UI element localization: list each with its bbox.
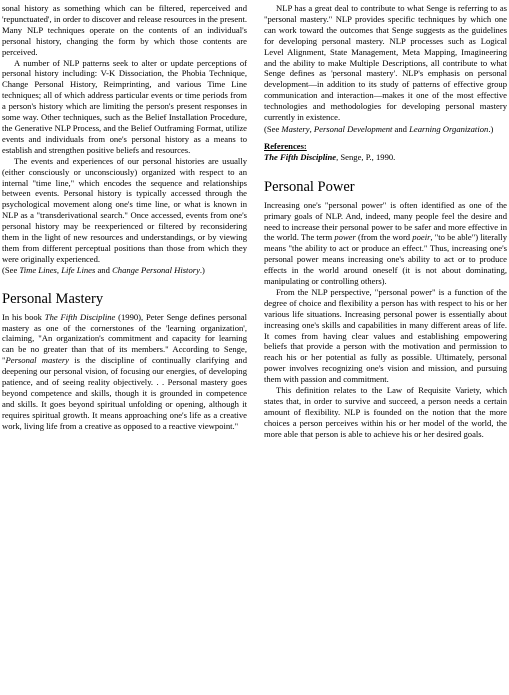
- personal-history-paragraph-1: sonal history as something which can be filtered, reperceived and 'repunctuated', in order to discover and release resources in the present. Many NLP techniques operate on the contents of an individual's personal history, changing the form by which those contents are perceived.: [2, 3, 247, 57]
- text-run: (from the word: [355, 232, 413, 243]
- text-run: is the discipline of continually clarifying and deepening our personal vision, of focusing our energies, of developing patience, and of seeing reality objectively. . . Personal mastery goes beyond competence and skills, though it is grounded in competence and skills. It goes beyond spiritual unfolding or opening, although it requires spiritual growth. It means approaching one's life as a creative work, living life from a creative as opposed to a reactive viewpoint.": [2, 355, 247, 431]
- see-close: .): [199, 264, 205, 275]
- see-ref-change-personal-history: Change Personal History: [112, 264, 200, 275]
- reference-entry: [264, 152, 507, 163]
- see-ref-time-lines: Time Lines: [19, 264, 57, 275]
- see-ref-personal-development: Personal Development: [313, 123, 393, 134]
- heading-personal-mastery: Personal Mastery: [2, 290, 104, 307]
- right-column: [264, 3, 507, 440]
- book-title: The Fifth Discipline: [44, 311, 116, 322]
- see-sep: and: [392, 123, 410, 134]
- personal-history-paragraph-2: A number of NLP patterns seek to alter or update perceptions of personal history including: V-K Dissociation, the Phobia Technique, Change Personal History, Reimprinting, and various Time Line techniques; all of which address particular events or time periods from a person's history which are limiting the person's present responses in some way. Other techniques, such as the Belief Installation Procedure, the Generative NLP Process, and the Belief Outframing Format, utilize events and individuals from one's personal history as a means to establish and strengthen positive beliefs and resources.: [2, 57, 247, 155]
- see-close: .): [488, 123, 494, 134]
- see-ref-life-lines: Life Lines: [61, 264, 96, 275]
- term-poeir: poeir: [412, 232, 431, 243]
- see-open: (See: [264, 123, 282, 134]
- personal-power-paragraph-1: [264, 200, 507, 287]
- personal-mastery-paragraph-2: NLP has a great deal to contribute to what Senge is referring to as "personal mastery." NLP provides specific techniques by which one can work toward the outcomes that Senge suggests as the guidelines for developing personal mastery. NLP processes such as Logical Level Alignment, State Management, Meta Mapping, Imagineering and the ability to make Multiple Descriptions, all contribute to what Senge defines as 'personal mastery'. NLP's emphasis on personal development—in addition to its study of patterns of effective group communication and interaction—makes it one of the most effective technologies and methodologies for developing personal mastery currently in existence.: [264, 3, 507, 123]
- text-run: Increasing one's "personal power" is often identified as one of the primary goals of NLP. And, indeed, many people feel the desire and need to increase their personal power to be safer and more effective in the world. The term: [264, 199, 507, 243]
- see-open: (See: [2, 264, 20, 275]
- see-sep: ,: [56, 264, 62, 275]
- see-sep: and: [95, 264, 113, 275]
- see-also-history: [2, 265, 247, 276]
- reference-details: , Senge, P., 1990.: [336, 151, 396, 162]
- text-run: (1990), Peter Senge defines personal mastery as one of the cornerstones of the 'learning organization', claiming, "An organization's commitment and capacity for learning can be no greater than that of its members." According to Senge, ": [2, 311, 247, 366]
- personal-power-paragraph-3: This definition relates to the Law of Requisite Variety, which states that, in order to survive and succeed, a person needs a certain amount of flexibility. NLP is founded on the notion that the more choices a person perceives within his or her model of the world, the more able that person is able to achieve his or her desired goals.: [264, 385, 507, 439]
- see-also-mastery: [264, 124, 507, 135]
- personal-power-paragraph-2: From the NLP perspective, "personal power" is a function of the degree of choice and flexibility a person has with respect to his or her various life situations. Increasing personal power is essentially about increasing one's skills and capabilities in many different areas of life. It comes from having clear values and establishing empowering beliefs that provide a person with the motivation and permission to reach his or her potential as fully as possible. Ultimately, personal power involves recognizing one's vision and mission, and pursuing them with passion and commitment.: [264, 286, 507, 385]
- see-sep: ,: [309, 123, 314, 134]
- see-ref-mastery: Mastery: [281, 123, 310, 134]
- personal-history-paragraph-3: The events and experiences of our personal histories are usually (either consciously or unconsciously) organized with respect to an internal "time line," which encodes the sequence and relationships between events. Personal history is typically accessed through the psychological movement along one's time line, or what is known in NLP as a "transderivational search." Once accessed, events from one's personal history may be reexperienced or filtered by reconsidering them in the light of new resources and understandings, or by viewing them from different perceptual positions than those from which they were originally experienced.: [2, 155, 247, 264]
- reference-title: The Fifth Discipline: [264, 151, 337, 162]
- see-ref-learning-organization: Learning Organization: [409, 123, 489, 134]
- text-run: , "to be able") literally means "the ability to act or produce an effect." Thus, increasing one's personal power means increasing one's ability to act or to produce effects in the world around oneself (it is not about dominating, manipulating or controlling others).: [264, 232, 507, 287]
- term-power: power: [334, 232, 356, 243]
- references-label: References:: [264, 140, 307, 151]
- text-run: In his book: [2, 311, 45, 322]
- term-personal-mastery: Personal mastery: [5, 355, 69, 366]
- personal-mastery-paragraph-1: [2, 312, 247, 432]
- heading-personal-power: Personal Power: [264, 178, 355, 195]
- left-column: [2, 3, 247, 432]
